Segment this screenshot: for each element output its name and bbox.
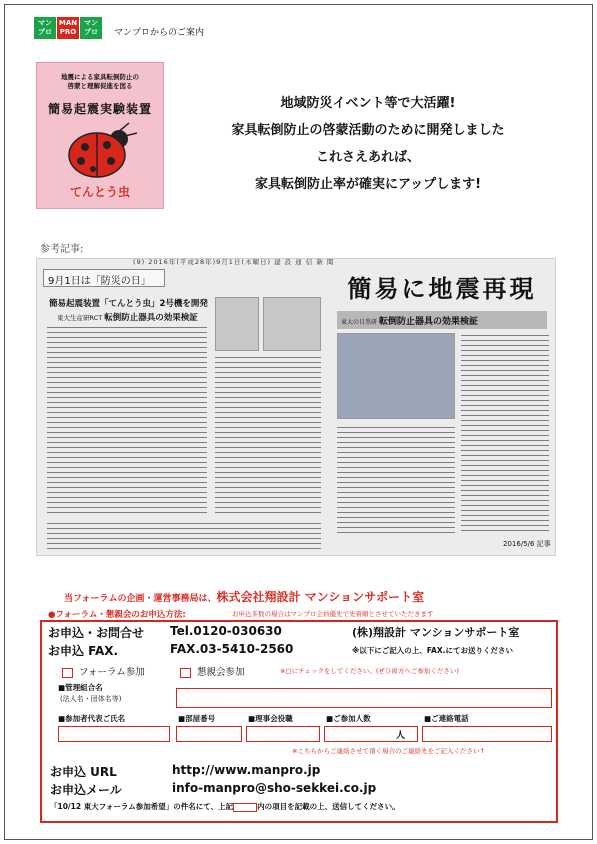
company-name: (株)翔設計 マンションサポート室 (352, 626, 520, 639)
rep-name-label: ■参加者代表ご氏名 (58, 714, 126, 723)
article-right-subhead-small: 東大の目黒研 (341, 319, 378, 326)
tel-number[interactable]: Tel.0120-030630 (170, 624, 282, 638)
article-text-block (215, 355, 321, 515)
logo-tile-text: マン (84, 19, 98, 27)
article-text-block (337, 425, 455, 535)
manpro-logo (34, 17, 102, 39)
board-role-label: ■理事会役職 (248, 714, 293, 723)
apply-mail-link[interactable]: info-manpro@sho-sekkei.co.jp (172, 781, 377, 795)
logo-tile (57, 17, 79, 39)
article-text-block (47, 521, 321, 551)
logo-tile-text: MAN (58, 19, 78, 27)
social-checkbox[interactable] (180, 668, 191, 678)
logo-tile (80, 17, 102, 39)
forum-participation[interactable] (62, 664, 145, 678)
fax-label: お申込 FAX. (48, 644, 119, 658)
logo-tile-text: プロ (38, 28, 52, 36)
footer-note (50, 801, 400, 812)
headline (178, 90, 558, 198)
forum-checkbox-label: フォーラム参加 (79, 667, 145, 678)
logo-tile-text: PRO (59, 28, 77, 36)
organizer-line (64, 588, 424, 605)
article-text-block (461, 333, 549, 533)
room-number-field[interactable] (176, 726, 242, 742)
article-right-subhead (341, 314, 478, 327)
apply-url-link[interactable]: http://www.manpro.jp (172, 763, 321, 777)
assoc-name-sublabel: (法人名・団体名等) (60, 695, 122, 703)
product-card (36, 62, 164, 209)
contact-label: お申込・お問合せ (48, 626, 145, 640)
article-left-subhead (57, 311, 198, 323)
product-subtitle-line: 地震による家具転倒防止の (61, 73, 139, 81)
article-left-subhead-big: 転倒防止器具の効果検証 (104, 313, 198, 323)
footer-note-b: 内の項目を記載の上、送信してください。 (257, 802, 400, 811)
assoc-name-field[interactable] (176, 688, 552, 708)
headline-line: 家具転倒防止の啓蒙活動のために開発しました (231, 123, 505, 138)
mail-label: お申込メール (50, 783, 122, 797)
article-right-subhead-big: 転倒防止器具の効果検証 (378, 317, 478, 327)
organizer-name: 株式会社翔設計 マンションサポート室 (216, 590, 425, 604)
reference-label: 参考記事: (40, 244, 84, 255)
article-photo (215, 297, 259, 351)
article-right-title: 簡易に地震再現 (347, 274, 537, 303)
article-text-block (47, 325, 207, 515)
forum-checkbox[interactable] (62, 668, 73, 678)
phone-label: ■ご連絡電話 (424, 714, 469, 723)
newspaper-clipping (36, 258, 556, 556)
application-label: ●フォーラム・懇親会のお申込方法: (48, 610, 186, 620)
phone-field[interactable] (422, 726, 552, 742)
intro-text: マンプロからのご案内 (114, 28, 205, 38)
headline-line: 地域防災イベント等で大活躍! (280, 96, 456, 111)
article-date: 2016/5/6 記事 (503, 540, 551, 548)
product-subtitle-line: 啓蒙と理解促進を図る (67, 82, 133, 90)
product-subtitle (37, 73, 163, 91)
checkbox-note: ※□にチェックをしてください。(ぜひ両方へご参加ください) (280, 667, 459, 675)
footer-note-a: 「10/12 東大フォーラム参加希望」の件名にて、上記 (50, 802, 234, 811)
article-masthead: (9) 2016年(平成28年)9月1日(木曜日) 建 設 通 信 新 聞 (133, 258, 335, 266)
logo-tile (34, 17, 56, 39)
organizer-prefix: 当フォーラムの企画・運営事務局は、 (64, 594, 217, 604)
headline-line: これさえあれば、 (315, 150, 420, 165)
assoc-name-label: ■管理組合名 (58, 683, 103, 692)
fax-number: FAX.03-5410-2560 (170, 642, 294, 656)
social-checkbox-label: 懇親会参加 (197, 667, 245, 678)
url-label: お申込 URL (50, 765, 117, 779)
phone-note: ※こちらからご連絡させて頂く場合のご連絡先をご記入ください↑ (292, 747, 485, 755)
fax-note: ※以下にご記入の上、FAX.にてお送りください (352, 646, 513, 655)
ladybug-icon (59, 121, 143, 183)
room-number-label: ■部屋番号 (178, 714, 216, 723)
application-note: お申込多数の場合はマンプロ会員優先で先着順とさせていただきます (232, 610, 434, 618)
footer-note-box (233, 803, 257, 812)
disaster-day-banner: 9月1日は「防災の日」 (43, 269, 165, 287)
article-left-subhead-small: 東大生産研RCT (57, 314, 103, 322)
logo-tile-text: プロ (84, 28, 98, 36)
social-participation[interactable] (180, 664, 245, 678)
mascot-name: てんとう虫 (69, 185, 130, 199)
rep-name-field[interactable] (58, 726, 170, 742)
board-role-field[interactable] (246, 726, 320, 742)
participant-count-unit: 人 (396, 731, 406, 741)
article-photo (263, 297, 321, 351)
headline-line: 家具転倒防止率が確実にアップします! (254, 177, 482, 192)
participant-count-label: ■ご参加人数 (326, 714, 371, 723)
logo-tile-text: マン (38, 19, 52, 27)
product-title: 簡易起震実験装置 (47, 102, 152, 116)
article-left-headline: 簡易起震装置「てんとう虫」2号機を開発 (49, 299, 208, 309)
article-photo (337, 333, 455, 419)
